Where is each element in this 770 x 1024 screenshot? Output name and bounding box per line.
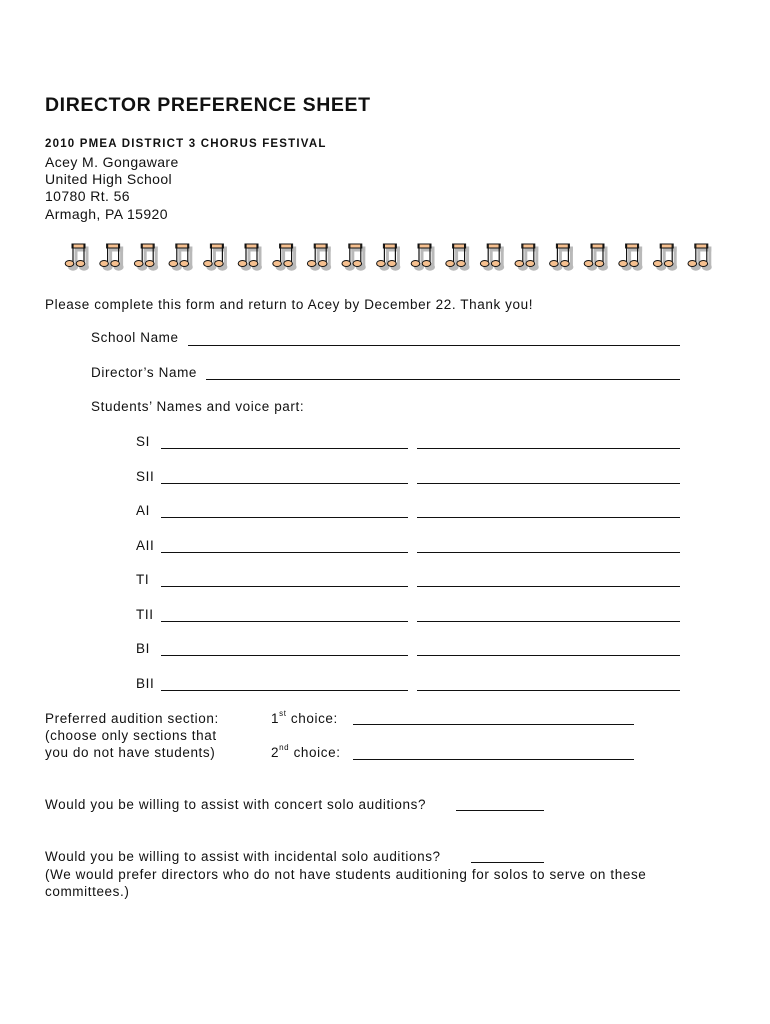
music-note-icon — [342, 244, 365, 270]
music-note-icon — [307, 244, 330, 270]
music-notes-border — [64, 240, 724, 274]
student-name-field-right[interactable] — [417, 621, 680, 622]
incidental-solo-question: Would you be willing to assist with incidental solo auditions? — [45, 849, 441, 864]
festival-subtitle: 2010 PMEA DISTRICT 3 CHORUS FESTIVAL — [45, 138, 327, 150]
concert-solo-question: Would you be willing to assist with concert solo auditions? — [45, 797, 427, 812]
committee-note-line-2: committees.) — [45, 884, 130, 899]
music-note-icon — [653, 244, 676, 270]
school-name-field[interactable] — [188, 345, 680, 346]
student-name-field-left[interactable] — [161, 655, 408, 656]
address-city: Armagh, PA 15920 — [45, 206, 168, 222]
music-note-icon — [169, 244, 192, 270]
voice-part-label: TII — [136, 606, 154, 622]
instructions-text: Please complete this form and return to Acey by December 22. Thank you! — [45, 297, 534, 312]
voice-part-label: SII — [136, 468, 155, 484]
voice-part-label: AII — [136, 537, 155, 553]
second-choice-field[interactable] — [353, 759, 634, 760]
student-name-field-left[interactable] — [161, 517, 408, 518]
first-choice-field[interactable] — [353, 724, 634, 725]
first-choice-label: 1st choice: — [271, 709, 338, 726]
address-school: United High School — [45, 171, 173, 187]
music-note-icon — [550, 244, 573, 270]
second-choice-label: 2nd choice: — [271, 743, 341, 760]
voice-part-label: AI — [136, 503, 150, 518]
school-name-label: School Name — [91, 330, 179, 345]
music-note-icon — [411, 244, 434, 270]
music-note-icon — [446, 244, 469, 270]
student-name-field-left[interactable] — [161, 552, 408, 553]
student-name-field-left[interactable] — [161, 483, 408, 484]
music-note-icon — [584, 244, 607, 270]
concert-solo-answer-field[interactable] — [456, 810, 544, 811]
audition-label-line-2: (choose only sections that — [45, 728, 217, 743]
student-name-field-left[interactable] — [161, 586, 408, 587]
student-name-field-left[interactable] — [161, 690, 408, 691]
student-name-field-right[interactable] — [417, 655, 680, 656]
music-note-icon — [688, 244, 711, 270]
student-name-field-right[interactable] — [417, 552, 680, 553]
voice-part-label: TI — [136, 572, 150, 587]
student-name-field-right[interactable] — [417, 690, 680, 691]
director-name-field[interactable] — [206, 379, 680, 380]
student-name-field-right[interactable] — [417, 448, 680, 449]
music-note-icon — [515, 244, 538, 270]
students-label: Students’ Names and voice part: — [91, 399, 305, 414]
audition-label-line-3: you do not have students) — [45, 745, 216, 760]
audition-label-line-1: Preferred audition section: — [45, 711, 219, 726]
music-note-icon — [134, 244, 157, 270]
music-note-icon — [273, 244, 296, 270]
student-name-field-left[interactable] — [161, 621, 408, 622]
director-name-label: Director’s Name — [91, 365, 198, 380]
music-note-icon — [619, 244, 642, 270]
music-note-icon — [480, 244, 503, 270]
committee-note-line-1: (We would prefer directors who do not have students auditioning for solos to serve on these — [45, 867, 647, 882]
music-note-icon — [65, 244, 88, 270]
music-note-icon — [377, 244, 400, 270]
music-note-icon — [204, 244, 227, 270]
page-title: DIRECTOR PREFERENCE SHEET — [45, 94, 371, 116]
music-note-icon — [100, 244, 123, 270]
voice-part-label: BII — [136, 675, 155, 691]
address-name: Acey M. Gongaware — [45, 154, 179, 170]
student-name-field-left[interactable] — [161, 448, 408, 449]
incidental-solo-answer-field[interactable] — [471, 862, 544, 863]
student-name-field-right[interactable] — [417, 586, 680, 587]
voice-part-label: SI — [136, 434, 150, 449]
student-name-field-right[interactable] — [417, 483, 680, 484]
student-name-field-right[interactable] — [417, 517, 680, 518]
address-street: 10780 Rt. 56 — [45, 188, 130, 204]
voice-part-label: BI — [136, 641, 150, 656]
music-note-icon — [238, 244, 261, 270]
